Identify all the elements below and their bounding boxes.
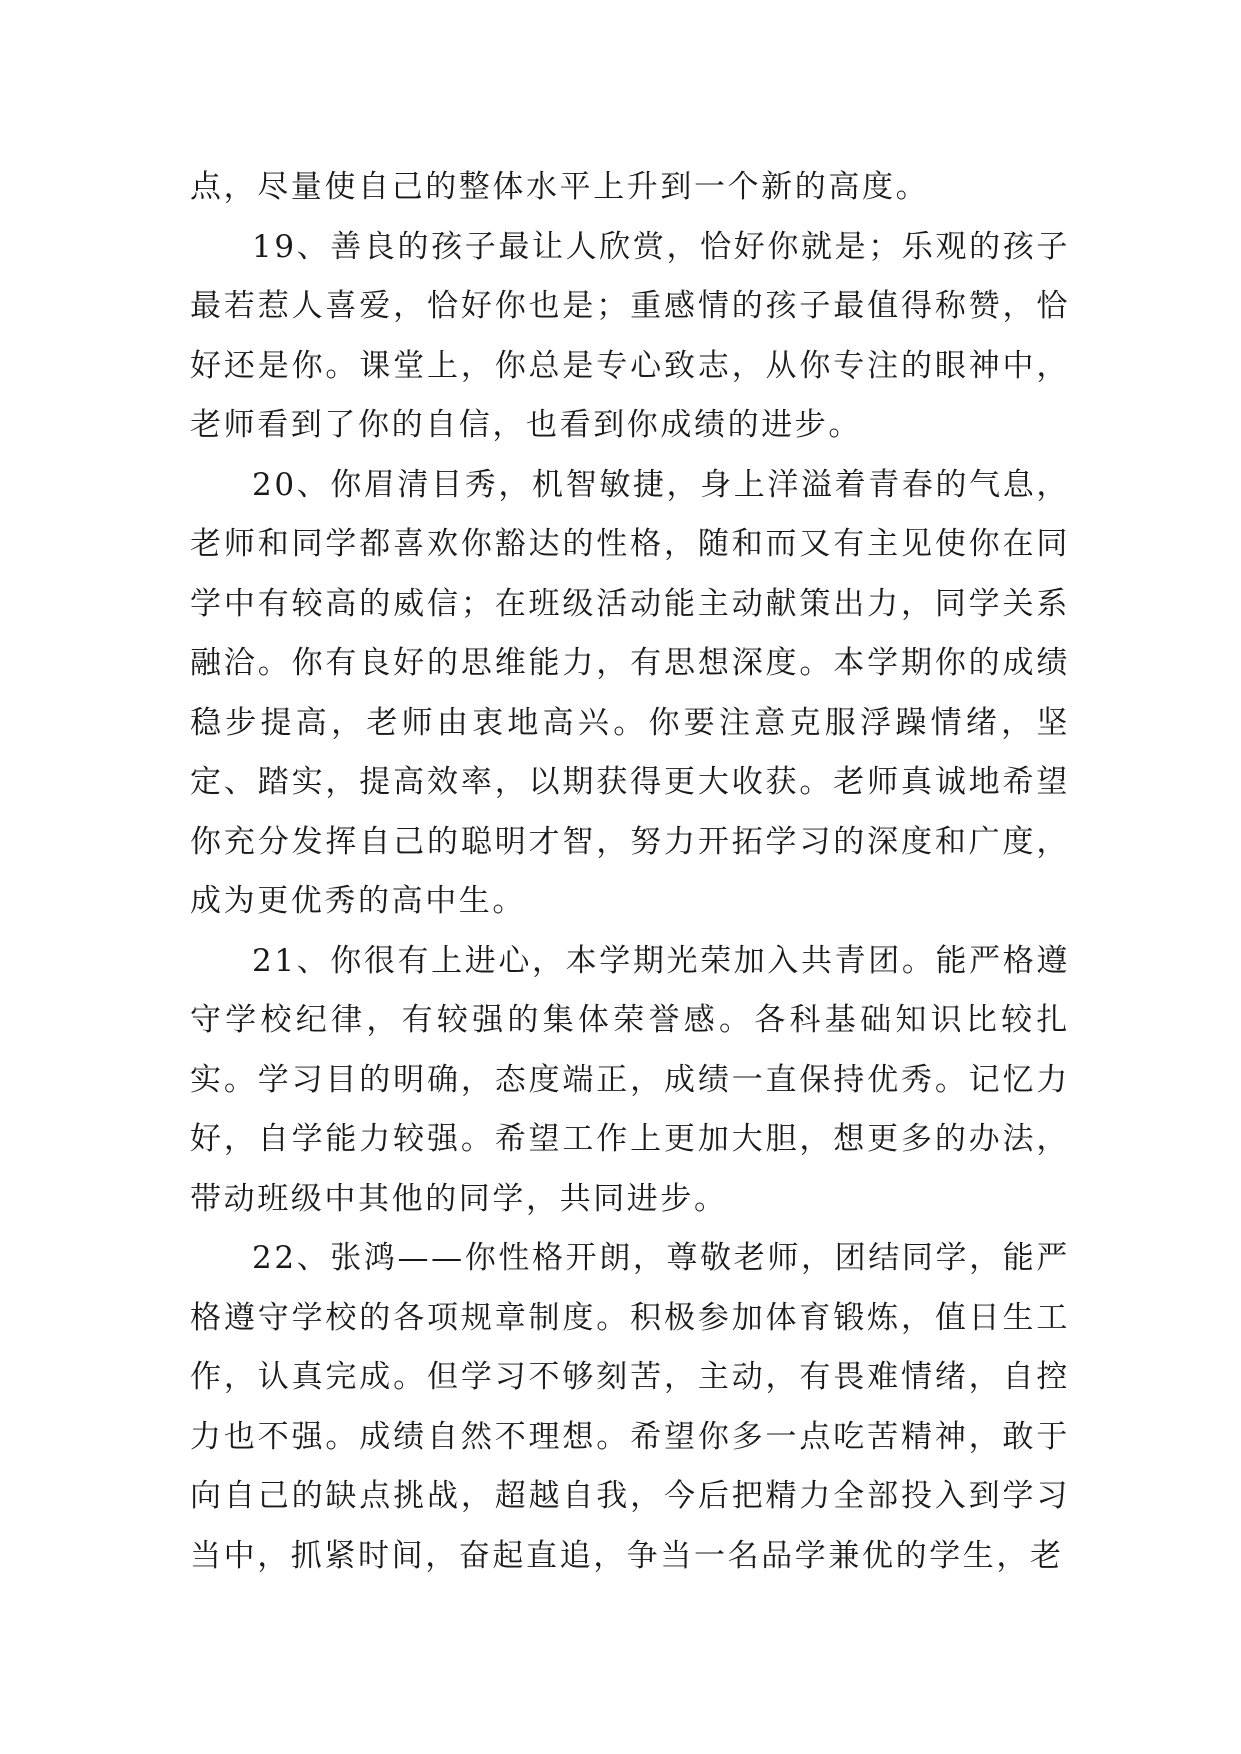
paragraph-continuation: 点，尽量使自己的整体水平上升到一个新的高度。 [190, 169, 930, 205]
document-body [190, 158, 1070, 1586]
paragraph-21: 21、你很有上进心，本学期光荣加入共青团。能严格遵守学校纪律，有较强的集体荣誉感。各科基础知识比较扎实。学习目的明确，态度端正，成绩一直保持优秀。记忆力好，自学能力较强。希望工作上更加大胆，想更多的办法，带动班级中其他的同学，共同进步。 [190, 942, 1070, 1217]
paragraph-19: 19、善良的孩子最让人欣赏，恰好你就是；乐观的孩子最若惹人喜爱，恰好你也是；重感情的孩子最值得称赞，恰好还是你。课堂上，你总是专心致志，从你专注的眼神中，老师看到了你的自信，也看到你成绩的进步。 [190, 228, 1070, 443]
paragraph-22: 22、张鸿——你性格开朗，尊敬老师，团结同学，能严格遵守学校的各项规章制度。积极参加体育锻炼，值日生工作，认真完成。但学习不够刻苦，主动，有畏难情绪，自控力也不强。成绩自然不理想。希望你多一点吃苦精神，敢于向自己的缺点挑战，超越自我，今后把精力全部投入到学习当中，抓紧时间，奋起直追，争当一名品学兼优的学生，老 [190, 1240, 1070, 1574]
paragraph-20: 20、你眉清目秀，机智敏捷，身上洋溢着青春的气息，老师和同学都喜欢你豁达的性格，随和而又有主见使你在同学中有较高的威信；在班级活动能主动献策出力，同学关系融洽。你有良好的思维能力，有思想深度。本学期你的成绩稳步提高，老师由衷地高兴。你要注意克服浮躁情绪，坚定、踏实，提高效率，以期获得更大收获。老师真诚地希望你充分发挥自己的聪明才智，努力开拓学习的深度和广度，成为更优秀的高中生。 [190, 466, 1070, 919]
